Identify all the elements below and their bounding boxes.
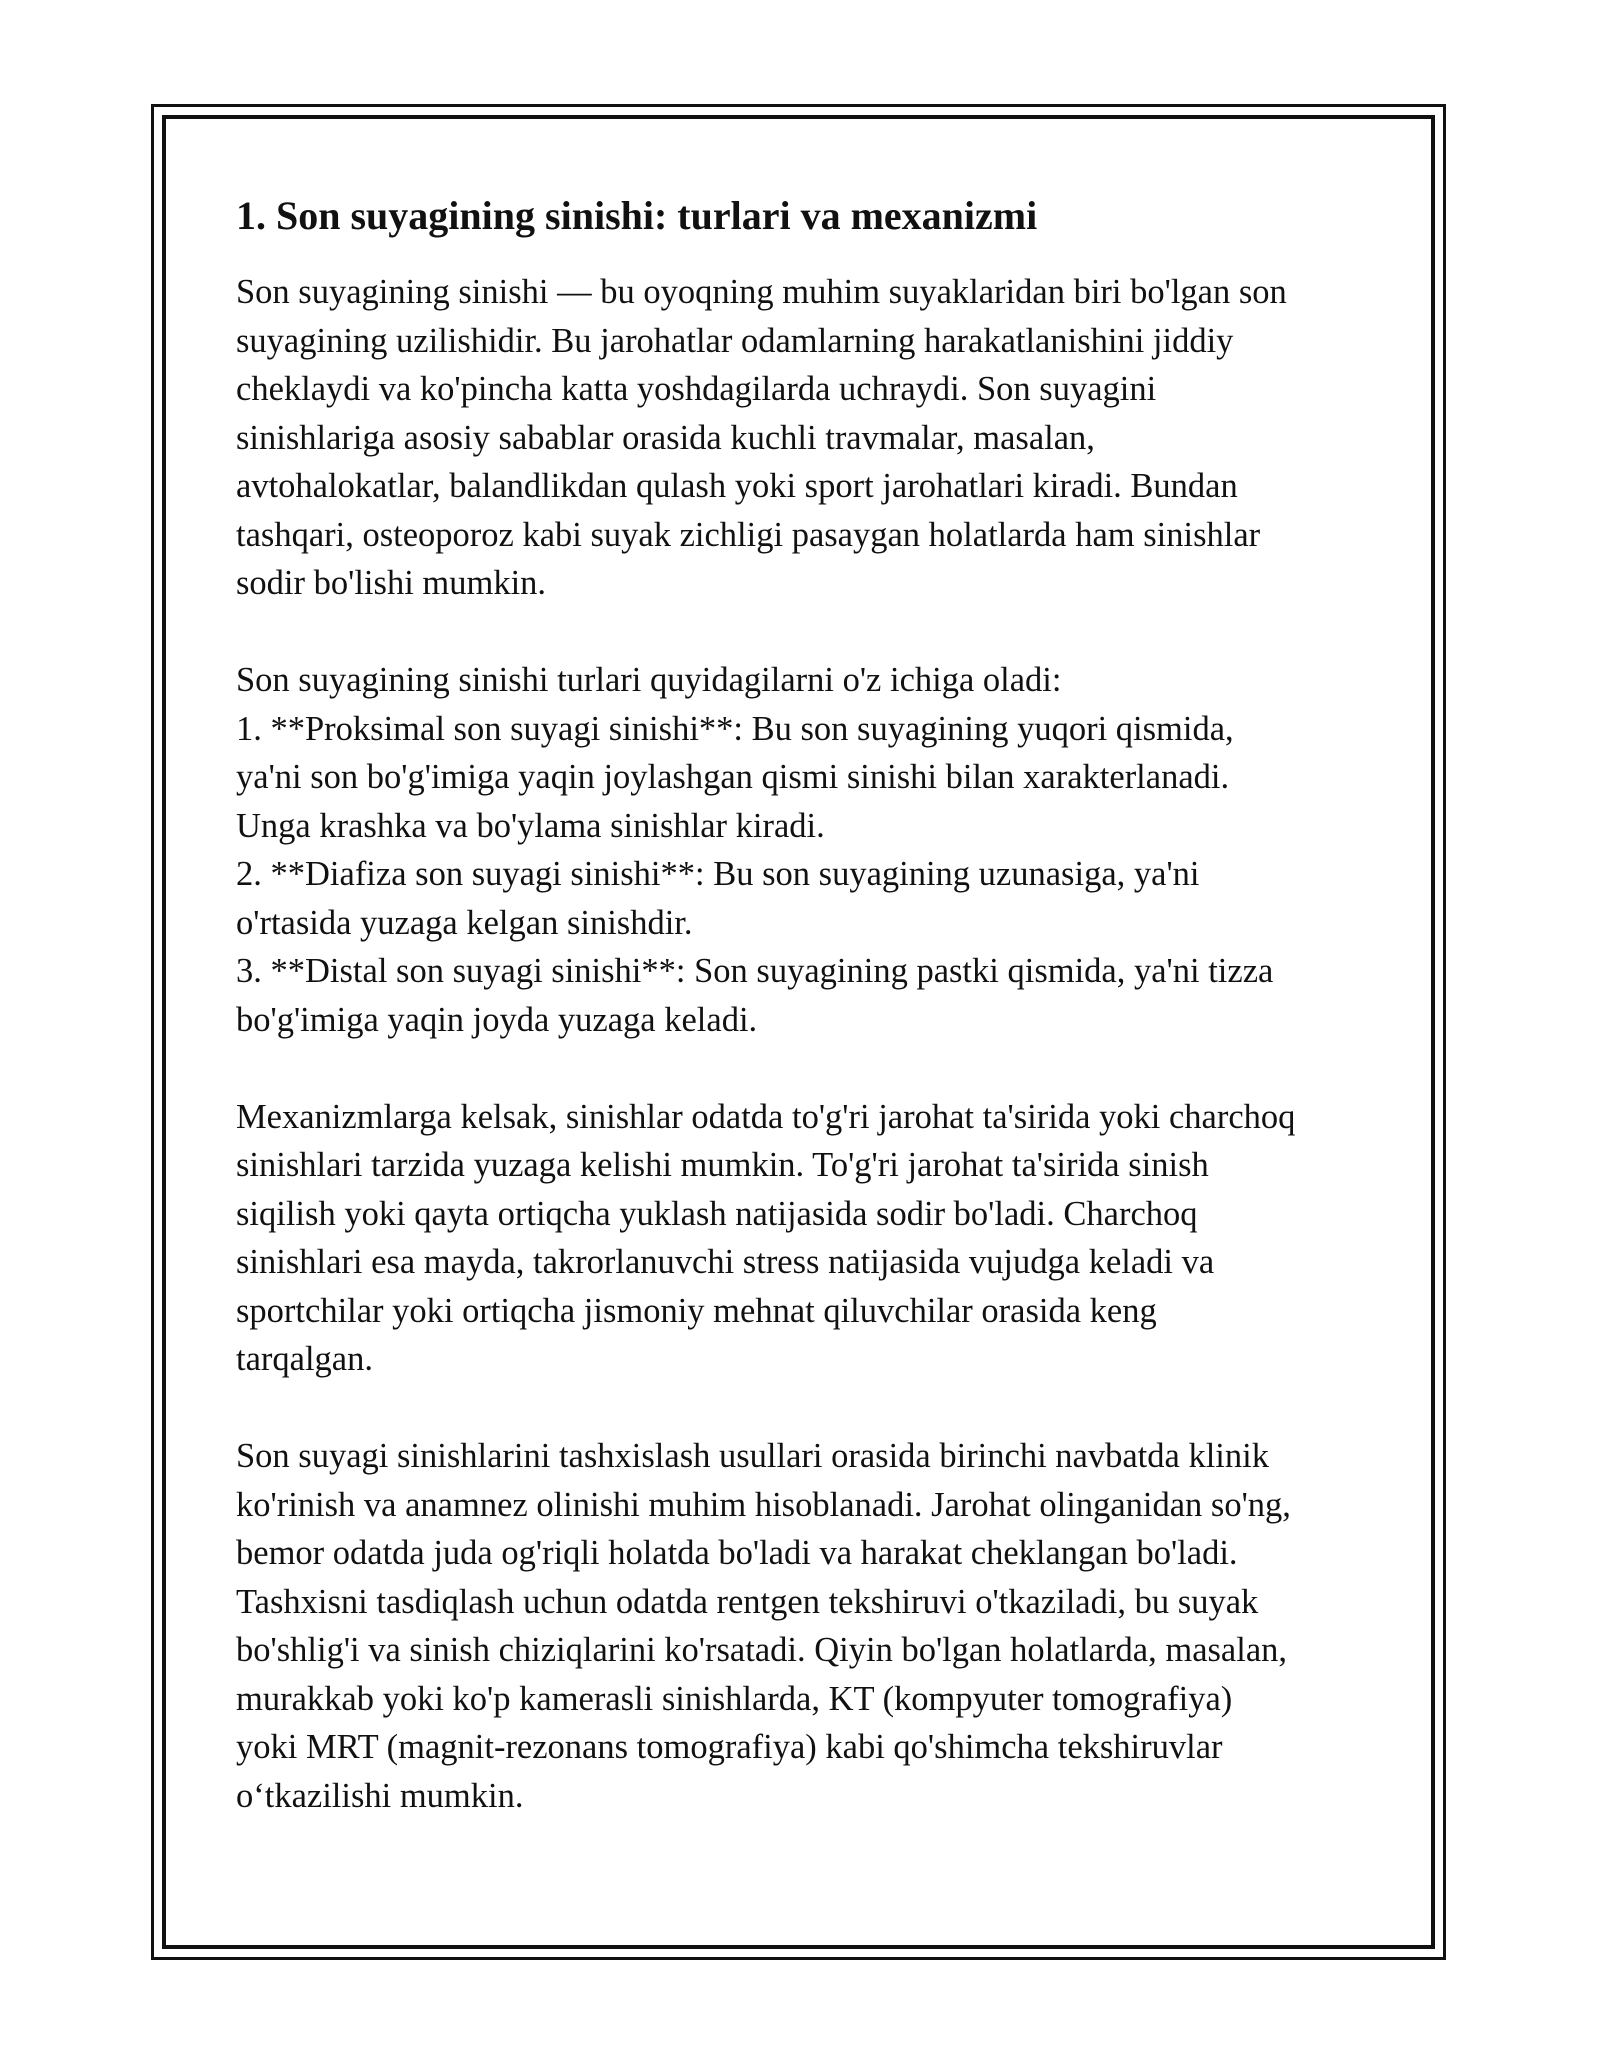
- paragraph-intro: Son suyagining sinishi — bu oyoqning muhim suyaklaridan biri bo'lgan son suyagining uzilishidir. Bu jarohatlar odamlarning harakatlanishini jiddiy cheklaydi va ko'pincha katta yoshdagilarda uchraydi. Son suyagini sinishlariga asosiy sabablar orasida kuchli travmalar, masalan, avtohalokatlar, balandlikdan qulash yoki sport jarohatlari kiradi. Bundan tashqari, osteoporoz kabi suyak zichligi pasaygan holatlarda ham sinishlar sodir bo'lishi mumkin.: [236, 273, 1287, 602]
- paragraph-gap: [236, 608, 1376, 657]
- paragraph-gap: [236, 1384, 1376, 1433]
- document-body: [236, 192, 1376, 1820]
- paragraph-types: Son suyagining sinishi turlari quyidagilarni o'z ichiga oladi: 1. **Proksimal son suyagi sinishi**: Bu son suyagining yuqori qismida, ya'ni son bo'g'imiga yaqin joylashgan qismi sinishi bilan xarakterlanadi. Unga krashka va bo'ylama sinishlar kiradi. 2. **Diafiza son suyagi sinishi**: Bu son suyagining uzunasiga, ya'ni o'rtasida yuzaga kelgan sinishdir. 3. **Distal son suyagi sinishi**: Son suyagining pastki qismida, ya'ni tizza bo'g'imiga yaqin joyda yuzaga keladi.: [236, 661, 1274, 1039]
- section-title: 1. Son suyagining sinishi: turlari va mexanizmi: [236, 193, 1038, 238]
- paragraph-mechanisms: Mexanizmlarga kelsak, sinishlar odatda to'g'ri jarohat ta'sirida yoki charchoq sinishlari tarzida yuzaga kelishi mumkin. To'g'ri jarohat ta'sirida sinish siqilish yoki qayta ortiqcha yuklash natijasida sodir bo'ladi. Charchoq sinishlari esa mayda, takrorlanuvchi stress natijasida vujudga keladi va sportchilar yoki ortiqcha jismoniy mehnat qiluvchilar orasida keng tarqalgan.: [236, 1097, 1296, 1378]
- paragraph-gap: [236, 1044, 1376, 1093]
- paragraph-diagnosis: Son suyagi sinishlarini tashxislash usullari orasida birinchi navbatda klinik ko'rinish va anamnez olinishi muhim hisoblanadi. Jarohat olinganidan so'ng, bemor odatda juda og'riqli holatda bo'ladi va harakat cheklangan bo'ladi. Tashxisni tasdiqlash uchun odatda rentgen tekshiruvi o'tkaziladi, bu suyak bo'shlig'i va sinish chiziqlarini ko'rsatadi. Qiyin bo'lgan holatlarda, masalan, murakkab yoki ko'p kamerasli sinishlarda, KT (kompyuter tomografiya) yoki MRT (magnit-rezonans tomografiya) kabi qo'shimcha tekshiruvlar o‘tkazilishi mumkin.: [236, 1437, 1291, 1815]
